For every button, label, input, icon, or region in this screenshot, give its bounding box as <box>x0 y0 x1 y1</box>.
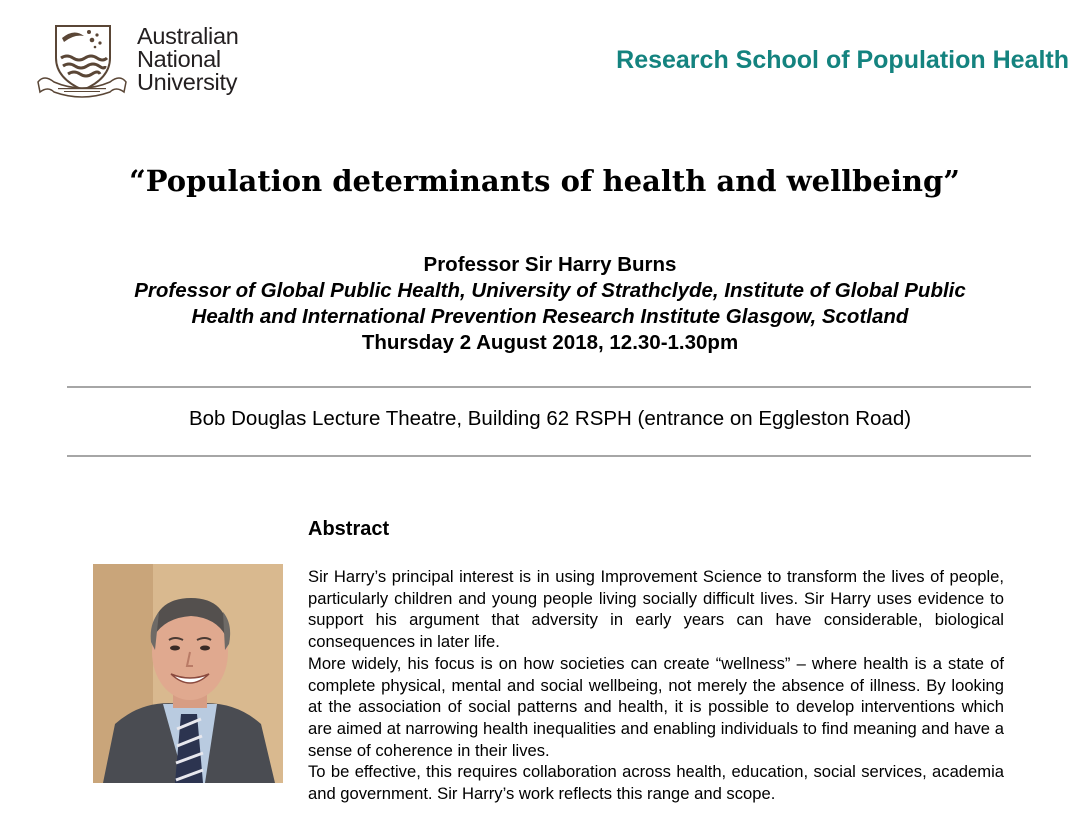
abstract-paragraph: Sir Harry’s principal interest is in using Improvement Science to transform the lives of people, particularly children and young people living socially difficult lives. Sir Harry uses evidence to support his argument that adversity in early years can have considerable, biological consequences in later life. <box>308 567 1004 652</box>
anu-crest-icon <box>34 22 130 102</box>
school-name: Research School of Population Health <box>616 46 1069 74</box>
anu-wordmark-line1: Australian <box>137 23 239 49</box>
divider-bottom <box>67 455 1031 457</box>
anu-wordmark-line2: National <box>137 46 221 72</box>
anu-logo[interactable] <box>34 22 254 102</box>
speaker-name: Professor Sir Harry Burns <box>423 253 677 276</box>
event-venue: Bob Douglas Lecture Theatre, Building 62 RSPH (entrance on Eggleston Road) <box>188 407 912 430</box>
abstract-paragraph: More widely, his focus is on how societies can create “wellness” – where health is a state of complete physical, mental and social wellbeing, not merely the absence of illness. By looking at the association of social patterns and health, it is possible to develop interventions which are aimed at narrowing health inequalities and enabling individuals to find meaning and have a sense of coherence in their lives. <box>308 653 1004 760</box>
abstract-paragraph: To be effective, this requires collaboration across health, education, social services, academia and government. Sir Harry’s work reflects this range and scope. <box>308 762 1004 804</box>
abstract-body <box>308 566 1004 805</box>
anu-wordmark <box>137 25 239 94</box>
speaker-affiliation-line2: Health and International Prevention Research Institute Glasgow, Scotland <box>191 305 909 328</box>
speaker-affiliation-line1: Professor of Global Public Health, University of Strathclyde, Institute of Global Public <box>134 279 966 302</box>
divider-top <box>67 386 1031 388</box>
abstract-heading: Abstract <box>308 518 390 540</box>
anu-wordmark-line3: University <box>137 69 238 95</box>
event-title: “Population determinants of health and wellbeing” <box>129 164 960 198</box>
event-datetime: Thursday 2 August 2018, 12.30-1.30pm <box>361 331 739 354</box>
speaker-block <box>0 252 1089 356</box>
speaker-photo <box>93 564 283 783</box>
